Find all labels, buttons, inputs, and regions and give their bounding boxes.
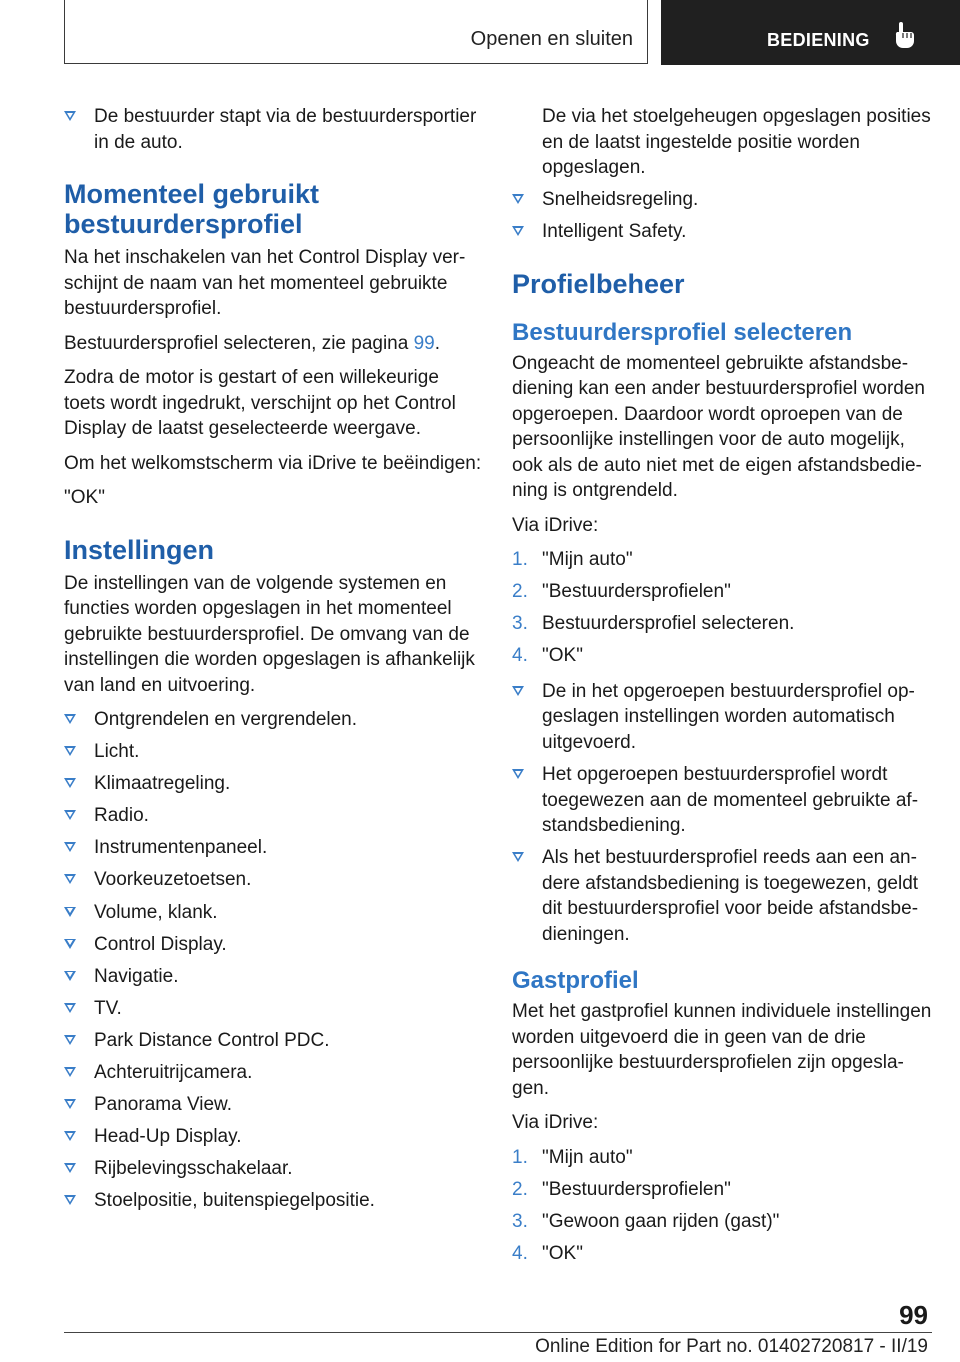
triangle-bullet-icon (64, 1195, 76, 1205)
paragraph: Om het welkomstscherm via iDrive te beëindigen: (64, 452, 482, 474)
left-column (64, 104, 484, 1224)
paragraph: Via iDrive: (512, 1112, 599, 1134)
step-item: 3. Bestuurdersprofiel selecteren. (512, 613, 795, 635)
list-item: Stoelpositie, buitenspiegelpositie. (64, 1188, 484, 1214)
list-item: Head-Up Display. (64, 1124, 484, 1150)
list-item: Panorama View. (64, 1092, 484, 1118)
heading-profile-management: Profielbeheer (512, 268, 685, 299)
steps-list (512, 1145, 932, 1267)
step-item: 1. "Mijn auto" (512, 549, 633, 571)
list-item: Licht. (64, 739, 484, 765)
step-item: 4. "OK" (512, 645, 583, 667)
triangle-bullet-icon (512, 194, 524, 204)
list-item: De in het opgeroepen bestuurdersprofiel opgeslagen instellingen worden automatisch uitgevoerd. (512, 679, 932, 756)
triangle-bullet-icon (64, 1163, 76, 1173)
paragraph: Met het gastprofiel kunnen individuele instellingen worden uitgevoerd die in geen van de drie persoonlijke bestuurdersprofielen zijn opgeslagen. (512, 1001, 932, 1099)
heading-guest-profile: Gastprofiel (512, 967, 639, 995)
triangle-bullet-icon (512, 769, 524, 779)
triangle-bullet-icon (64, 874, 76, 884)
step-item: 1. "Mijn auto" (512, 1146, 633, 1168)
footer-divider (64, 1332, 932, 1333)
triangle-bullet-icon (64, 810, 76, 820)
section-title: Openen en sluiten (470, 28, 633, 50)
triangle-bullet-icon (512, 226, 524, 236)
triangle-bullet-icon (512, 686, 524, 696)
step-item: 2. "Bestuurdersprofielen" (512, 581, 731, 603)
settings-list (64, 707, 484, 1214)
right-column (512, 104, 932, 1276)
list-item: Rijbelevingsschakelaar. (64, 1156, 484, 1182)
heading-current-profile: Momenteel gebruikt bestuurdersprofiel (64, 179, 320, 239)
continued-list (512, 104, 932, 245)
paragraph: De instellingen van de volgende systemen en functies worden opgeslagen in het momenteel gebruikte bestuurdersprofiel. De omvang van de instellingen die worden opgeslagen is afhankelijk van land en uitvoering. (64, 572, 475, 696)
triangle-bullet-icon (64, 907, 76, 917)
triangle-bullet-icon (64, 746, 76, 756)
heading-settings: Instellingen (64, 534, 215, 565)
list-item: De bestuurder stapt via de bestuurdersportier in de auto. (64, 104, 484, 155)
page-number: 99 (899, 1300, 928, 1330)
triangle-bullet-icon (64, 111, 76, 121)
page-link[interactable]: 99 (413, 332, 435, 354)
paragraph: Zodra de motor is gestart of een willekeurige toets wordt ingedrukt, verschijnt op het Control Display de laatst geselecteerde weergave. (64, 367, 456, 439)
step-item: 4. "OK" (512, 1242, 583, 1264)
triangle-bullet-icon (64, 939, 76, 949)
triangle-bullet-icon (512, 852, 524, 862)
step-item: 3. "Gewoon gaan rijden (gast)" (512, 1210, 780, 1232)
step-item: 2. "Bestuurdersprofielen" (512, 1178, 731, 1200)
list-item: Volume, klank. (64, 900, 484, 926)
list-item: Klimaatregeling. (64, 771, 484, 797)
triangle-bullet-icon (64, 778, 76, 788)
list-item: Park Distance Control PDC. (64, 1028, 484, 1054)
result-list (512, 679, 932, 947)
paragraph: Bestuurdersprofiel selecteren, zie pagina 99. (64, 332, 441, 354)
triangle-bullet-icon (64, 1131, 76, 1141)
list-item: Als het bestuurdersprofiel reeds aan een andere afstandsbediening is toegewezen, geldt dit bestuurdersprofiel voor beide afstandsbedieningen. (512, 845, 932, 947)
list-item: De via het stoelgeheugen opgeslagen posities en de laatst ingestelde positie worden opgeslagen. (542, 106, 931, 178)
paragraph: Via iDrive: (512, 514, 599, 536)
edition-footer: Online Edition for Part no. 01402720817 - II/19 (535, 1336, 928, 1357)
page-header (0, 0, 960, 66)
list-item: Achteruitrijcamera. (64, 1060, 484, 1086)
list-item: Intelligent Safety. (512, 219, 932, 245)
list-item: Control Display. (64, 932, 484, 958)
intro-list (64, 104, 484, 155)
triangle-bullet-icon (64, 714, 76, 724)
paragraph: Ongeacht de momenteel gebruikte afstandsbediening kan een ander bestuurdersprofiel worden opgeroepen. Daardoor wordt oproepen van de persoonlijke instellingen voor de auto mogelijk, ook als de auto niet met de eigen afstandsbediening is ontgrendeld. (512, 352, 925, 502)
triangle-bullet-icon (64, 971, 76, 981)
list-item: Instrumentenpaneel. (64, 835, 484, 861)
pointing-hand-icon (893, 22, 915, 53)
heading-select-profile: Bestuurdersprofiel selecteren (512, 318, 853, 346)
list-item: Voorkeuzetoetsen. (64, 867, 484, 893)
list-item: Navigatie. (64, 964, 484, 990)
paragraph: Na het inschakelen van het Control Display verschijnt de naam van het momenteel gebruikte bestuurdersprofiel. (64, 247, 466, 319)
chapter-title: BEDIENING (767, 30, 870, 50)
triangle-bullet-icon (64, 1067, 76, 1077)
triangle-bullet-icon (64, 1003, 76, 1013)
paragraph: "OK" (64, 487, 105, 508)
steps-list (512, 547, 932, 669)
triangle-bullet-icon (64, 842, 76, 852)
triangle-bullet-icon (64, 1035, 76, 1045)
list-item: TV. (64, 996, 484, 1022)
list-item: Het opgeroepen bestuurdersprofiel wordt toegewezen aan de momenteel gebruikte afstandsbediening. (512, 762, 932, 839)
list-item: Snelheidsregeling. (512, 187, 932, 213)
list-item: Ontgrendelen en vergrendelen. (64, 707, 484, 733)
triangle-bullet-icon (64, 1099, 76, 1109)
section-tab (64, 0, 648, 64)
chapter-tab (661, 0, 960, 65)
list-item: Radio. (64, 803, 484, 829)
